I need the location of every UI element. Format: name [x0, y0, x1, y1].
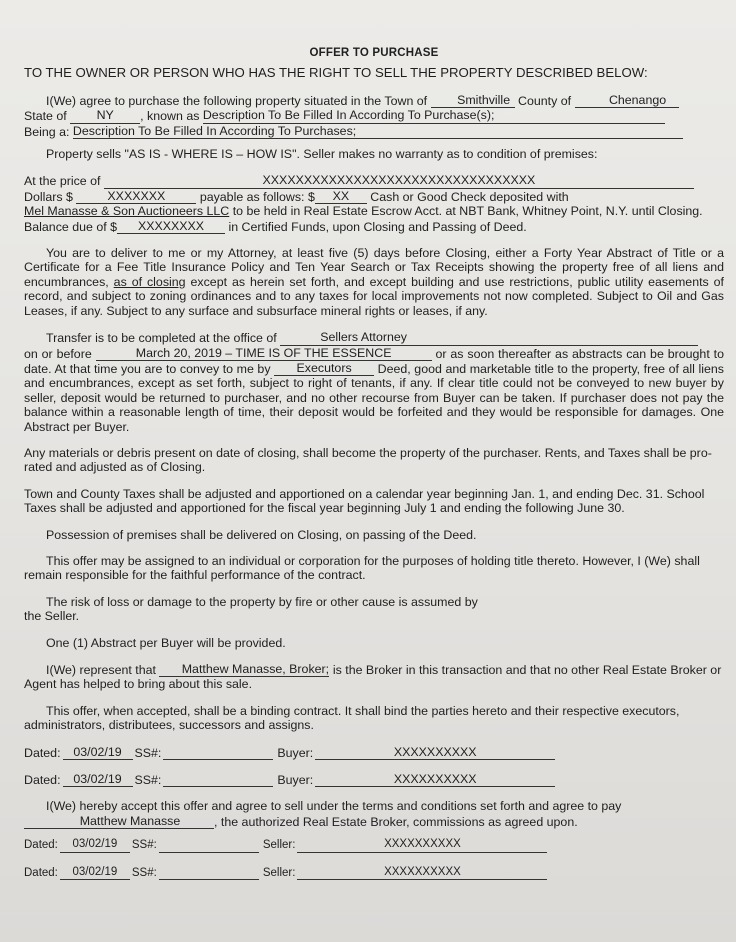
known-as-field: Description To Be Filled In According To Purchase(s);	[203, 108, 665, 123]
text: to be held in Real Estate Escrow Acct. at NBT Bank, Whitney Point, N.Y. until Closing.	[232, 204, 703, 219]
document-heading: TO THE OWNER OR PERSON WHO HAS THE RIGHT TO SELL THE PROPERTY DESCRIBED BELOW:	[24, 65, 648, 81]
ss-label: SS#:	[131, 866, 157, 879]
text: Balance due of $	[24, 219, 118, 234]
acceptance-paragraph	[24, 799, 724, 829]
buyer-label: Buyer:	[277, 745, 314, 760]
buyer-name-field: XXXXXXXXXX	[315, 745, 555, 760]
binding-paragraph: This offer, when accepted, shall be a binding contract. It shall bind the parties hereto and their respective executors, administrators, distributees, successors and assigns.	[24, 703, 680, 733]
ss-field	[159, 840, 259, 853]
ss-label: SS#:	[134, 745, 162, 760]
closing-date-field: March 20, 2019 – TIME IS OF THE ESSENCE	[96, 346, 432, 361]
document-title: OFFER TO PURCHASE	[309, 47, 439, 59]
text: payable as follows: $	[199, 189, 315, 204]
balance-field: XXXXXXXX	[117, 219, 225, 234]
possession-paragraph: Possession of premises shall be delivered on Closing, on passing of the Deed.	[46, 527, 477, 542]
transfer-paragraph	[24, 330, 724, 434]
as-of-closing: as of closing	[113, 274, 186, 289]
property-paragraph	[24, 93, 724, 139]
buyer-date-field: 03/02/19	[63, 745, 133, 760]
seller-date-field: 03/02/19	[60, 865, 130, 880]
abstract-paragraph: One (1) Abstract per Buyer will be provided.	[46, 635, 286, 650]
as-is-paragraph: Property sells "AS IS - WHERE IS – HOW IS". Seller makes no warranty as to condition of premises:	[46, 147, 598, 162]
offer-to-purchase-form	[24, 46, 724, 880]
seller-name-field: XXXXXXXXXX	[297, 865, 547, 880]
ss-label: SS#:	[134, 773, 162, 788]
price-paragraph	[24, 173, 724, 234]
text: in Certified Funds, upon Closing and Passing of Deed.	[228, 219, 527, 234]
ss-field	[163, 774, 273, 787]
price-amount-field: XXXXXXX	[76, 189, 196, 204]
deposit-field: XX	[315, 189, 367, 204]
being-a-field: Description To Be Filled In According To Purchases;	[73, 124, 683, 139]
seller-signature-row	[24, 837, 724, 852]
price-words-field: XXXXXXXXXXXXXXXXXXXXXXXXXXXXXXXXX	[104, 173, 694, 188]
text: Cash or Good Check deposited with	[370, 189, 569, 204]
text: , known as	[140, 109, 200, 124]
text: Transfer is to be completed at the office of	[46, 331, 277, 346]
risk-of-loss-paragraph: The risk of loss or damage to the property by fire or other cause is assumed by the Seller.	[24, 594, 478, 624]
text: except as herein set forth, and except building and use restrictions, public utility easements of record, and subject to zoning ordinances and to any taxes for local improvements not now completed. Subject to Oil and Gas Leases, if any. Subject to any surface and subsurface mineral rights or leases, if any.	[24, 274, 724, 318]
text: I(We) agree to purchase the following property situated in the Town of	[46, 93, 428, 108]
buyer-signature-row	[24, 772, 724, 787]
ss-label: SS#:	[131, 839, 157, 852]
ss-field	[163, 747, 273, 760]
text: or as soon thereafter as abstracts can be brought to date. At that time you are to convey to me by	[24, 346, 724, 376]
seller-label: Seller:	[262, 866, 296, 879]
text: on or before	[24, 346, 92, 361]
text: At the price of	[24, 174, 101, 189]
taxes-paragraph: Town and County Taxes shall be adjusted and apportioned on a calendar year beginning Jan. 1, and ending Dec. 31. School Taxes shall be adjusted and apportioned for the fiscal year beginning July 1 and ending the following June 30.	[24, 486, 705, 516]
broker-field: Matthew Manasse, Broker;	[159, 662, 329, 677]
text: is the Broker in this transaction and that no other Real Estate Broker or Agent has helped to bring about this sale.	[24, 663, 722, 692]
text: Dollars $	[24, 189, 73, 204]
text: State of	[24, 109, 67, 124]
office-field: Sellers Attorney	[280, 330, 698, 345]
dated-label: Dated:	[24, 866, 58, 879]
escrow-holder: Mel Manasse & Son Auctioneers LLC	[24, 204, 230, 219]
deed-type-field: Executors	[274, 361, 374, 376]
buyer-signature-row	[24, 745, 724, 760]
broker-paragraph	[24, 662, 724, 692]
county-field: Chenango	[575, 93, 679, 108]
dated-label: Dated:	[24, 745, 61, 760]
accept-broker-field: Matthew Manasse	[24, 814, 214, 829]
text: You are to deliver to me or my Attorney, at least five (5) days before Closing, either a Forty Year Abstract of Title or a Certificate for a Fee Title Insurance Policy and Ten Year Search or Tax Receipts showing the property free of all liens and encumbrances,	[24, 246, 724, 289]
text: Deed, good and marketable title to the property, free of all liens and encumbrances, except as set forth, subject to right of tenants, if any. If clear title could not be conveyed to new buyer by seller, deposit would be returned to purchaser, and no other recourse from Buyer can be taken. If purchaser does not pay the balance within a reasonable length of time, their deposit would be forfeited and they would be responsible for damages. One Abstract per Buyer.	[24, 361, 724, 434]
assignment-paragraph: This offer may be assigned to an individual or corporation for the purposes of holding title thereto. However, I (We) shall remain responsible for the faithful performance of the contract.	[24, 553, 700, 583]
text: , the authorized Real Estate Broker, commissions as agreed upon.	[214, 814, 578, 829]
text: Being a:	[24, 124, 70, 139]
seller-date-field: 03/02/19	[60, 837, 130, 852]
ss-field	[159, 867, 259, 880]
town-field: Smithville	[431, 93, 515, 108]
dated-label: Dated:	[24, 773, 61, 788]
buyer-date-field: 03/02/19	[63, 772, 133, 787]
seller-signature-row	[24, 865, 724, 880]
buyer-name-field: XXXXXXXXXX	[315, 772, 555, 787]
seller-label: Seller:	[262, 839, 296, 852]
buyer-label: Buyer:	[277, 773, 314, 788]
text: County of	[518, 93, 572, 108]
state-field: NY	[70, 108, 140, 123]
materials-paragraph: Any materials or debris present on date of closing, shall become the property of the purchaser. Rents, and Taxes shall be pro-rated and adjusted as of Closing.	[24, 445, 712, 475]
text: I(We) represent that	[46, 663, 156, 677]
dated-label: Dated:	[24, 839, 58, 852]
text: I(We) hereby accept this offer and agree to sell under the terms and conditions set forth and agree to pay	[46, 799, 622, 814]
title-abstract-paragraph	[24, 246, 724, 318]
seller-name-field: XXXXXXXXXX	[297, 837, 547, 852]
